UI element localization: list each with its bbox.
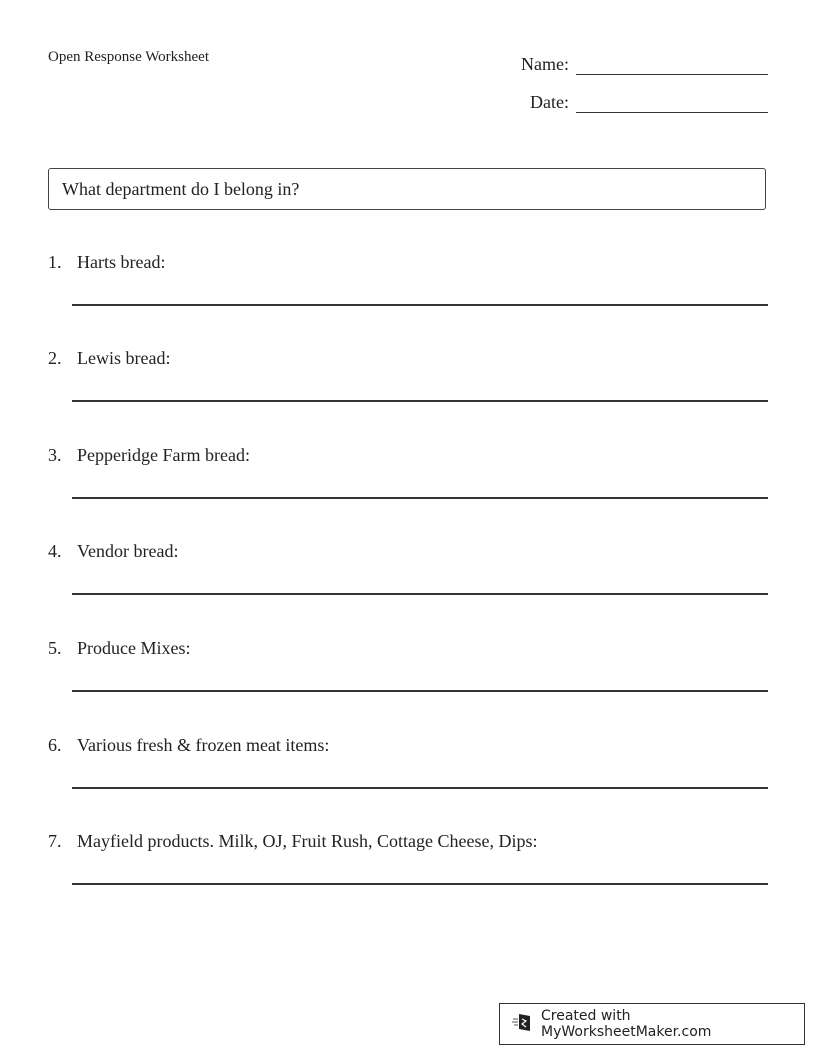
question-text: Lewis bread: [77,348,171,368]
question-text: Pepperidge Farm bread: [77,445,250,465]
question-item [48,252,768,273]
question-number: 6. [48,735,62,755]
instructions-box [48,168,766,210]
answer-line [72,593,768,595]
date-blank-line [576,90,768,113]
question-text: Mayfield products. Milk, OJ, Fruit Rush, Cottage Cheese, Dips: [77,831,538,851]
question-item [48,638,768,659]
answer-line [72,400,768,402]
question-item [48,541,768,562]
answer-line [72,787,768,789]
question-number: 2. [48,348,62,368]
question-item [48,831,768,852]
question-number: 7. [48,831,62,851]
question-text: Harts bread: [77,252,166,272]
created-with-badge[interactable] [499,1003,805,1045]
question-item [48,445,768,466]
name-field [521,52,768,75]
name-blank-line [576,52,768,75]
answer-line [72,497,768,499]
name-label: Name: [521,54,569,74]
question-item [48,348,768,369]
worksheet-logo-icon [512,1011,541,1037]
answer-line [72,883,768,885]
question-number: 3. [48,445,62,465]
question-number: 1. [48,252,62,272]
question-text: Various fresh & frozen meat items: [77,735,330,755]
instructions-text: What department do I belong in? [62,178,300,199]
created-with-text: Created with MyWorksheetMaker.com [541,1008,712,1040]
question-number: 5. [48,638,62,658]
question-item [48,735,768,756]
answer-line [72,304,768,306]
question-number: 4. [48,541,62,561]
worksheet-title: Open Response Worksheet [48,49,209,65]
question-text: Produce Mixes: [77,638,191,658]
question-text: Vendor bread: [77,541,179,561]
date-label: Date: [530,92,569,112]
date-field [530,90,768,113]
answer-line [72,690,768,692]
